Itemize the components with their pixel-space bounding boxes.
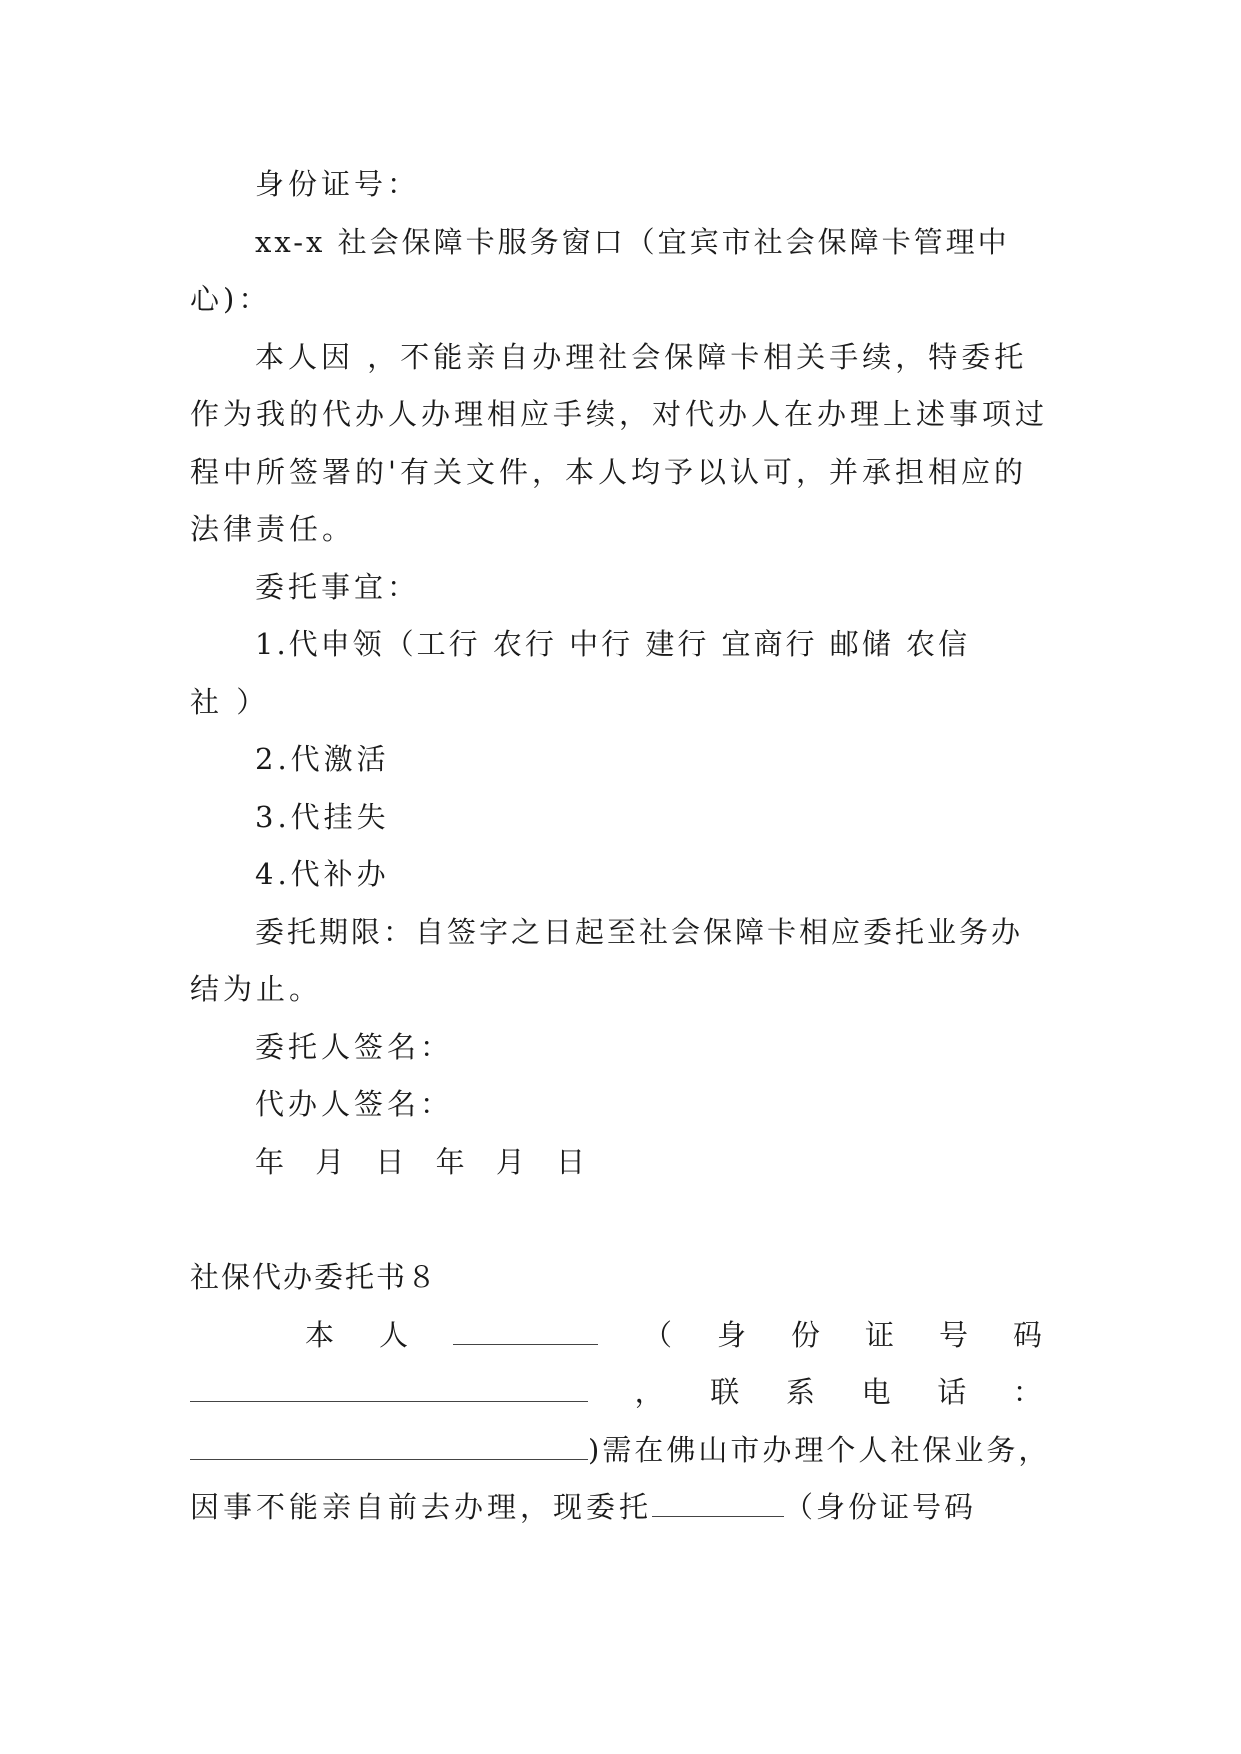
- row1-char: 人: [378, 1318, 408, 1352]
- matters-label: 委托事宜：: [255, 570, 421, 604]
- term-line-1: 委托期限：自签字之日起至社会保障卡相应委托业务办: [255, 915, 1024, 949]
- row2-char: 系: [785, 1375, 815, 1409]
- term-line-2: 结为止。: [190, 972, 323, 1006]
- agent-name-blank[interactable]: [652, 1490, 784, 1517]
- item-2: 2.代激活: [255, 742, 390, 776]
- row2-char: 话: [937, 1375, 967, 1409]
- row1-char: 身: [716, 1318, 746, 1352]
- row1-char: 号: [938, 1318, 968, 1352]
- phone-blank[interactable]: [190, 1433, 588, 1460]
- row3-tail: )需在佛山市办理个人社保业务，: [588, 1433, 1051, 1467]
- recipient-line-2: 心)：: [190, 282, 272, 316]
- form-row-1: [190, 1317, 1042, 1353]
- row2-char: ：: [1012, 1375, 1042, 1409]
- agent-signature-label: 代办人签名：: [255, 1087, 454, 1121]
- form-row-4: [190, 1489, 976, 1525]
- date-line: 年 月 日 年 月 日: [255, 1145, 590, 1179]
- row1-char: 份: [790, 1318, 820, 1352]
- name-blank[interactable]: [453, 1318, 598, 1345]
- row1-char: 证: [864, 1318, 894, 1352]
- row2-char: ，: [634, 1375, 664, 1409]
- item-3: 3.代挂失: [255, 800, 390, 834]
- recipient-line-1: xx-x 社会保障卡服务窗口（宜宾市社会保障卡管理中: [255, 225, 1010, 259]
- section-title: 社保代办委托书８: [190, 1260, 439, 1294]
- form-row-2: [190, 1374, 1042, 1410]
- id-number-blank[interactable]: [190, 1375, 588, 1402]
- row1-char: 本: [304, 1318, 334, 1352]
- item-1-line-1: 1.代申领（工行 农行 中行 建行 宜商行 邮储 农信: [255, 627, 970, 661]
- item-4: 4.代补办: [255, 857, 390, 891]
- row2-char: 电: [861, 1375, 891, 1409]
- body-line-4: 法律责任。: [190, 512, 356, 546]
- row4-tail: （身份证号码: [784, 1490, 977, 1524]
- id-number-label: 身份证号：: [255, 167, 421, 201]
- row1-char: 码: [1012, 1318, 1042, 1352]
- item-1-line-2: 社 ）: [190, 685, 270, 719]
- body-line-1: 本人因 ，不能亲自办理社会保障卡相关手续，特委托: [255, 340, 1028, 374]
- row2-char: 联: [710, 1375, 740, 1409]
- body-line-2: 作为我的代办人办理相应手续，对代办人在办理上述事项过: [190, 397, 1049, 431]
- row1-char: （: [642, 1318, 672, 1352]
- principal-signature-label: 委托人签名：: [255, 1030, 454, 1064]
- form-row-3: [190, 1432, 1050, 1468]
- body-line-3: 程中所签署的'有关文件，本人均予以认可，并承担相应的: [190, 455, 1027, 489]
- row4-head: 因事不能亲自前去办理，现委托: [190, 1490, 653, 1524]
